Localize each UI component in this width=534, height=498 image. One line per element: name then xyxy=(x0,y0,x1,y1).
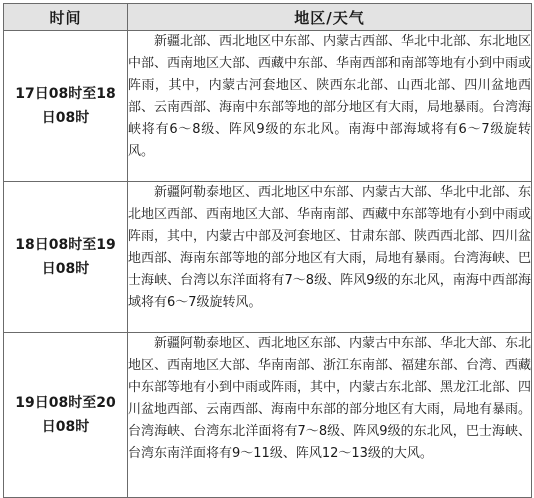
table-row xyxy=(4,333,532,498)
weather-description: 新疆阿勒泰地区、西北地区中东部、内蒙古大部、华北中北部、东北地区西部、西南地区大部、华南南部、西藏中东部等地有小到中雨或阵雨，其中，内蒙古中部及河套地区、甘肃东部、陕西西北部、四川盆地西部、海南东部等地的部分地区有大雨，局地有暴雨。台湾海峡、巴士海峡、台湾以东洋面将有7～8级、阵风9级的东北风，南海中西部海域将有6～7级旋转风。 xyxy=(128,182,532,333)
time-period-line-1: 18日08时至19 xyxy=(15,237,116,253)
column-header-time: 时间 xyxy=(4,4,128,31)
table-row xyxy=(4,31,532,182)
time-period-line-2: 日08时 xyxy=(41,419,90,435)
weather-description: 新疆北部、西北地区中东部、内蒙古西部、华北中北部、东北地区中部、西南地区大部、西藏中东部、华南西部和南部等地有小到中雨或阵雨，其中，内蒙古河套地区、陕西东北部、山西北部、四川盆地西部、云南西部、海南中东部等地的部分地区有大雨，局地暴雨。台湾海峡将有6～8级、阵风9级的东北风。南海中部海域将有6～7级旋转风。 xyxy=(128,31,532,182)
weather-description: 新疆阿勒泰地区、西北地区东部、内蒙古中东部、华北大部、东北地区、西南地区大部、华南南部、浙江东南部、福建东部、台湾、西藏中东部等地有小到中雨或阵雨，其中，内蒙古东北部、黑龙江北部、四川盆地西部、云南西部、海南中东部的部分地区有大雨，局地有暴雨。台湾海峡、台湾东北洋面将有7～8级、阵风9级的东北风，巴士海峡、台湾东南洋面将有9～11级、阵风12～13级的大风。 xyxy=(128,333,532,498)
table-header-row xyxy=(4,4,532,31)
column-header-region-weather: 地区/天气 xyxy=(128,4,532,31)
time-period-line-2: 日08时 xyxy=(41,261,90,277)
time-period-line-2: 日08时 xyxy=(41,110,90,126)
time-period-line-1: 19日08时至20 xyxy=(15,395,116,411)
time-period-cell xyxy=(4,31,128,182)
time-period-line-1: 17日08时至18 xyxy=(15,86,116,102)
forecast-table xyxy=(3,3,532,498)
table-row xyxy=(4,182,532,333)
time-period-cell xyxy=(4,333,128,498)
time-period-cell xyxy=(4,182,128,333)
